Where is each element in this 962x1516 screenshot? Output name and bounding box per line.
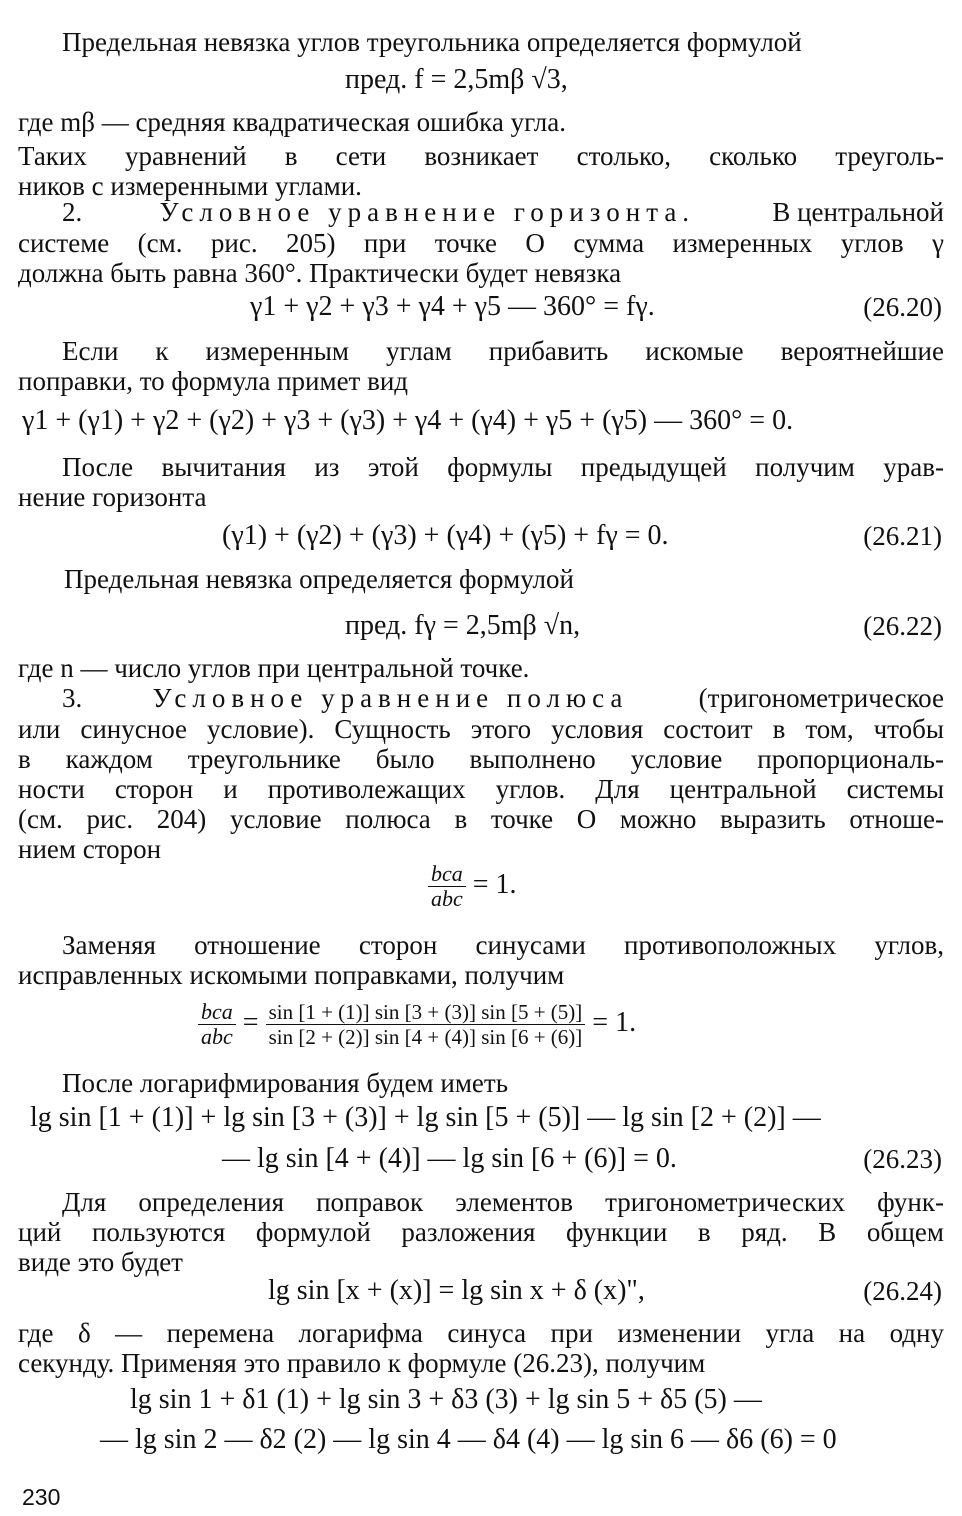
- p12-line1: Для определения поправок элементов тригонометрических функ-: [62, 1187, 944, 1217]
- p9-line1: [18, 683, 944, 714]
- p4-line2: системе (см. рис. 205) при точке О сумма измеренных углов γ: [18, 228, 944, 258]
- equation-ratio: [428, 862, 517, 911]
- equation-number-26-20: (26.20): [863, 292, 942, 322]
- p13-line1: где δ — перемена логарифма синуса при изменении угла на одну: [18, 1318, 944, 1348]
- p4-title: Условное уравнение горизонта.: [159, 197, 696, 227]
- p2-line: где mβ — средняя квадратическая ошибка угла.: [18, 107, 567, 137]
- equation-26-23-line2: — lg sin [4 + (4)] — lg sin [6 + (6)] = 0.: [222, 1143, 677, 1174]
- sine-left-denominator: abc: [201, 1024, 233, 1049]
- equation-26-21: (γ1) + (γ2) + (γ3) + (γ4) + (γ5) + fγ = 0.: [222, 520, 669, 551]
- equation-26-23-line1: lg sin [1 + (1)] + lg sin [3 + (3)] + lg sin [5 + (5)] — lg sin [2 + (2)] —: [30, 1102, 821, 1133]
- p5-line2: поправки, то формула примет вид: [18, 366, 409, 396]
- p9-rest: (тригонометрическое: [698, 683, 944, 713]
- p12-line2: ций пользуются формулой разложения функции в ряд. В общем: [18, 1217, 944, 1247]
- p12-line3: виде это будет: [18, 1247, 183, 1277]
- ratio-denominator: abc: [431, 886, 463, 911]
- sine-right-fraction: [266, 1000, 586, 1049]
- p9-line6: нием сторон: [18, 834, 162, 864]
- p1-line1: Предельная невязка углов треугольника определяется формулой: [62, 27, 802, 57]
- ratio-fraction: [428, 862, 466, 911]
- p9-title: Условное уравнение полюса: [152, 683, 629, 713]
- equation-number-26-24: (26.24): [863, 1276, 942, 1306]
- p13-line2: секунду. Применяя это правило к формуле (26.23), получим: [18, 1348, 706, 1378]
- p6-line1: После вычитания из этой формулы предыдущей получим урав-: [62, 452, 944, 482]
- sine-eq-sign: =: [242, 1006, 259, 1038]
- equation-26-20: γ1 + γ2 + γ3 + γ4 + γ5 — 360° = fγ.: [250, 291, 655, 322]
- sine-rhs: = 1.: [592, 1006, 637, 1038]
- ratio-numerator: bca: [428, 862, 466, 887]
- p9-line5: (см. рис. 204) условие полюса в точке О можно выразить отноше-: [18, 804, 944, 834]
- p6-line2: нение горизонта: [18, 482, 207, 512]
- sine-denominator: sin [2 + (2)] sin [4 + (4)] sin [6 + (6)]: [268, 1025, 583, 1049]
- p9-line3: в каждом треугольнике было выполнено условие пропорциональ-: [18, 744, 944, 774]
- p9-line2: или синусное условие). Сущность этого условия состоит в том, чтобы: [18, 714, 944, 744]
- p9-number: 3.: [62, 683, 83, 713]
- p8-line: где n — число углов при центральной точке.: [18, 653, 530, 683]
- equation-full: γ1 + (γ1) + γ2 + (γ2) + γ3 + (γ3) + γ4 + (γ4) + γ5 + (γ5) — 360° = 0.: [22, 405, 794, 436]
- equation-final-line1: lg sin 1 + δ1 (1) + lg sin 3 + δ3 (3) + lg sin 5 + δ5 (5) —: [130, 1384, 762, 1415]
- p11-line: После логарифмирования будем иметь: [62, 1068, 509, 1098]
- equation-number-26-21: (26.21): [863, 521, 942, 551]
- equation-26-22: пред. fγ = 2,5mβ √n,: [345, 610, 581, 641]
- p3-line1: Таких уравнений в сети возникает столько, сколько треуголь-: [18, 141, 944, 171]
- p7-line: Предельная невязка определяется формулой: [64, 564, 574, 594]
- p4-line3: должна быть равна 360°. Практически будет невязка: [18, 258, 622, 288]
- p10-line2: исправленных искомыми поправками, получим: [18, 960, 565, 990]
- sine-left-fraction: [198, 1000, 236, 1049]
- p3-line2: ников с измеренными углами.: [18, 171, 362, 201]
- p5-line1: Если к измеренным углам прибавить искомые вероятнейшие: [62, 336, 944, 366]
- equation-number-26-22: (26.22): [863, 611, 942, 641]
- ratio-rhs: = 1.: [472, 868, 517, 900]
- p4-number: 2.: [62, 197, 83, 227]
- p4-rest: В центральной: [772, 197, 944, 227]
- p9-line4: ности сторон и противолежащих углов. Для центральной системы: [18, 774, 944, 804]
- p4-line1: [18, 197, 944, 228]
- page-number: 230: [22, 1484, 61, 1510]
- p10-line1: Заменяя отношение сторон синусами противоположных углов,: [62, 930, 944, 960]
- formula-limit-misclosure: пред. f = 2,5mβ √3,: [345, 64, 568, 95]
- equation-26-24: lg sin [x + (x)] = lg sin x + δ (x)",: [268, 1275, 645, 1306]
- equation-sine-ratio: [198, 1000, 636, 1049]
- sine-left-numerator: bca: [198, 1000, 236, 1025]
- equation-final-line2: — lg sin 2 — δ2 (2) — lg sin 4 — δ4 (4) — lg sin 6 — δ6 (6) = 0: [100, 1424, 837, 1455]
- equation-number-26-23: (26.23): [863, 1144, 942, 1174]
- sine-numerator: sin [1 + (1)] sin [3 + (3)] sin [5 + (5)]: [266, 1000, 586, 1025]
